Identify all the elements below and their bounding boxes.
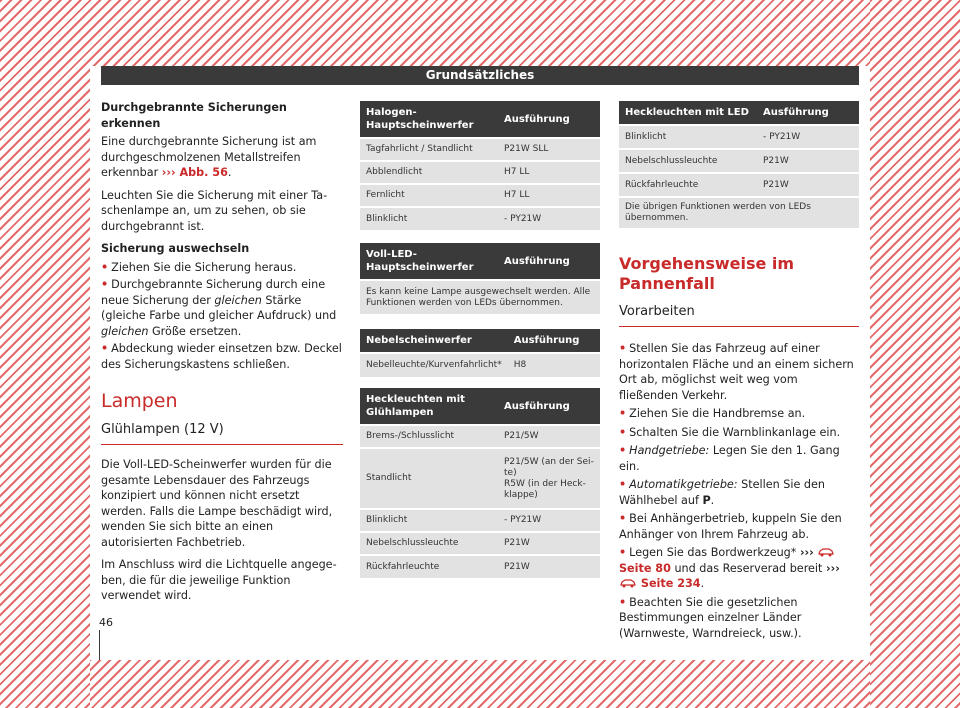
- paragraph-burnt-fuse: [101, 134, 343, 181]
- table-cell: Nebelleuchte/Kurvenfahrlicht*: [360, 353, 508, 377]
- table-cell: Blinklicht: [360, 207, 498, 230]
- table-cell: P21W: [757, 173, 859, 197]
- table-cell: P21W: [757, 149, 859, 173]
- punctuation: .: [710, 493, 715, 507]
- reference-arrow: ›››: [825, 561, 840, 575]
- heading-pannenfall: Vorgehensweise im Pannenfall: [619, 254, 795, 293]
- bullet-item: [619, 545, 859, 592]
- table-cell: - PY21W: [498, 509, 600, 532]
- bullet-text: Legen Sie das Bordwerkzeug*: [629, 546, 800, 559]
- bullet-icon: •: [619, 444, 627, 457]
- bullet-text: Größe ersetzen.: [148, 324, 242, 338]
- table-cell: Tagfahrlicht / Standlicht: [360, 138, 498, 161]
- figure-reference-link[interactable]: ››› Abb. 56: [161, 166, 228, 179]
- bullet-icon: •: [101, 342, 109, 355]
- paragraph-flashlight: Leuchten Sie die Sicherung mit einer Taschenlampe an, um zu sehen, ob sie durchgebrannt ist.: [101, 188, 328, 233]
- bullet-icon: •: [101, 278, 109, 291]
- emphasis-text: Handgetriebe:: [629, 444, 710, 457]
- punctuation: .: [700, 577, 705, 590]
- table-header: Ausführung: [508, 329, 600, 353]
- table-cell: H8: [508, 353, 600, 377]
- table-cell: Rückfahrleuchte: [619, 173, 757, 197]
- bullet-item: [101, 260, 343, 276]
- bullet-item: [619, 511, 859, 542]
- decorative-border-top: [0, 0, 960, 66]
- table-header: Ausführung: [757, 101, 859, 125]
- table-header: Heckleuchten mit Glühlampen: [360, 388, 498, 425]
- heading-replace-fuse: Sicherung auswechseln: [101, 242, 250, 255]
- bullet-icon: •: [619, 595, 627, 609]
- right-column: [619, 254, 859, 648]
- bullet-item: [619, 406, 859, 422]
- gear-position: P: [702, 493, 711, 507]
- bullet-text: Ziehen Sie die Sicherung heraus.: [111, 260, 297, 274]
- left-column: [101, 100, 343, 611]
- bullet-text: Ziehen Sie die Handbremse an.: [629, 407, 806, 420]
- table-cell: Fernlicht: [360, 184, 498, 207]
- table-cell: Nebelschlussleuchte: [360, 532, 498, 555]
- bullet-text: Bei Anhängerbetrieb, kuppeln Sie den Anhänger von Ihrem Fahrzeug ab.: [619, 512, 842, 541]
- page-number: 46: [99, 616, 113, 629]
- bullet-icon: •: [619, 546, 627, 559]
- bullet-item: [101, 277, 343, 339]
- section-header: Grundsätzliches: [101, 66, 859, 85]
- heading-gluehlampen: Glühlampen (12 V): [101, 422, 343, 445]
- table-cell: Blinklicht: [360, 509, 498, 532]
- page-reference-link[interactable]: Seite 80: [619, 561, 671, 575]
- bullet-item: [619, 443, 859, 474]
- table-note: Es kann keine Lampe ausgewechselt werden. Alle Funktionen werden von LEDs übernommen.: [360, 280, 600, 314]
- bullet-text: Stellen Sie das Fahrzeug auf einer horizontalen Fläche und an einem sichern Ort ab, möglichst weit weg vom fließenden Verkehr.: [619, 342, 854, 402]
- table-cell: P21/5W (an der Seite) R5W (in der Heckklappe): [498, 448, 600, 509]
- decorative-border-left: [0, 0, 90, 708]
- emphasis-text: Automatikgetriebe:: [629, 478, 738, 491]
- table-cell: - PY21W: [498, 207, 600, 230]
- paragraph-light-source: Im Anschluss wird die Lichtquelle angegeben, die für die jeweilige Funktion verwendet wird.: [101, 558, 337, 602]
- table-cell: Blinklicht: [619, 125, 757, 149]
- bullet-item: [619, 595, 859, 642]
- bullet-icon: •: [619, 425, 627, 439]
- bullet-item: [619, 425, 859, 441]
- bullet-icon: •: [619, 342, 627, 355]
- table-cell: H7 LL: [498, 161, 600, 184]
- heading-burnt-fuses: Durchgebrannte Sicherungen erkennen: [101, 101, 287, 130]
- table-halogen: [360, 101, 600, 230]
- bullet-text: Beachten Sie die gesetzlichen Bestimmungen einzelner Länder (Warnweste, Warndreieck, usw.).: [619, 595, 802, 640]
- table-cell: P21W: [498, 532, 600, 555]
- bullet-icon: •: [101, 260, 109, 274]
- table-header: Halogen-Hauptscheinwerfer: [360, 101, 498, 138]
- bullet-item: [101, 341, 343, 372]
- bullet-item: [619, 477, 859, 508]
- punctuation: .: [227, 166, 232, 179]
- table-cell: H7 LL: [498, 184, 600, 207]
- emphasis-text: gleichen: [214, 293, 262, 307]
- table-cell: P21W SLL: [498, 138, 600, 161]
- table-cell: Nebelschlussleuchte: [619, 149, 757, 173]
- bullet-text: Abdeckung wieder einsetzen bzw. Deckel des Sicherungskastens schließen.: [101, 342, 342, 371]
- table-cell: Standlicht: [360, 448, 498, 509]
- reference-arrow: ›››: [799, 546, 814, 559]
- table-header: Nebelscheinwerfer: [360, 329, 508, 353]
- table-cell: P21/5W: [498, 425, 600, 448]
- car-icon: [619, 577, 637, 588]
- bullet-icon: •: [619, 512, 627, 525]
- table-cell: Abblendlicht: [360, 161, 498, 184]
- table-cell: Rückfahrleuchte: [360, 555, 498, 578]
- bullet-text: Legen Sie den 1. Gang ein.: [619, 444, 840, 473]
- table-header: Ausführung: [498, 388, 600, 425]
- table-header: Ausführung: [498, 101, 600, 138]
- bullet-text: Schalten Sie die Warnblinkanlage ein.: [629, 425, 841, 439]
- bullet-text: Stärke (gleiche Farbe und gleicher Aufdruck) und: [101, 293, 337, 322]
- decorative-border-bottom: [0, 660, 960, 708]
- table-header: Voll-LED-Hauptscheinwerfer: [360, 243, 498, 280]
- table-cell: - PY21W: [757, 125, 859, 149]
- page-number-divider: [99, 630, 100, 660]
- paragraph-text: Eine durchgebrannte Sicherung ist am durchgeschmolzenen Metallstreifen erkennbar: [101, 135, 317, 179]
- table-header: Heckleuchten mit LED: [619, 101, 757, 125]
- heading-lampen: Lampen: [101, 390, 178, 412]
- table-note: Die übrigen Funktionen werden von LEDs übernommen.: [619, 197, 859, 228]
- table-cell: Brems-/Schlusslicht: [360, 425, 498, 448]
- decorative-border-right: [870, 0, 960, 708]
- heading-vorarbeiten: Vorarbeiten: [619, 304, 859, 327]
- bullet-item: [619, 341, 859, 403]
- table-header: Ausführung: [498, 243, 600, 280]
- table-voll-led: [360, 243, 600, 314]
- table-heck-led: [619, 101, 859, 228]
- paragraph-led-info: Die Voll-LED-Scheinwerfer wurden für die gesamte Lebensdauer des Fahrzeugs konzipiert und können nicht ersetzt werden. Falls die Lampe beschädigt wird, wenden Sie sich bitte an einen autorisierten Fachbetrieb.: [101, 458, 333, 549]
- bullet-text: Stellen Sie den Wählhebel auf: [619, 478, 825, 507]
- table-nebel: [360, 329, 600, 377]
- bullet-icon: •: [619, 407, 627, 420]
- bullet-text: Durchgebrannte Sicherung durch eine neue Sicherung der: [101, 278, 326, 307]
- bullet-icon: •: [619, 478, 627, 491]
- bullet-text: und das Reserverad bereit: [670, 561, 826, 575]
- emphasis-text: gleichen: [101, 324, 149, 338]
- car-icon: [817, 546, 835, 557]
- table-heck-gluehlampe: [360, 388, 600, 578]
- page-reference-link[interactable]: Seite 234: [637, 577, 701, 590]
- table-cell: P21W: [498, 555, 600, 578]
